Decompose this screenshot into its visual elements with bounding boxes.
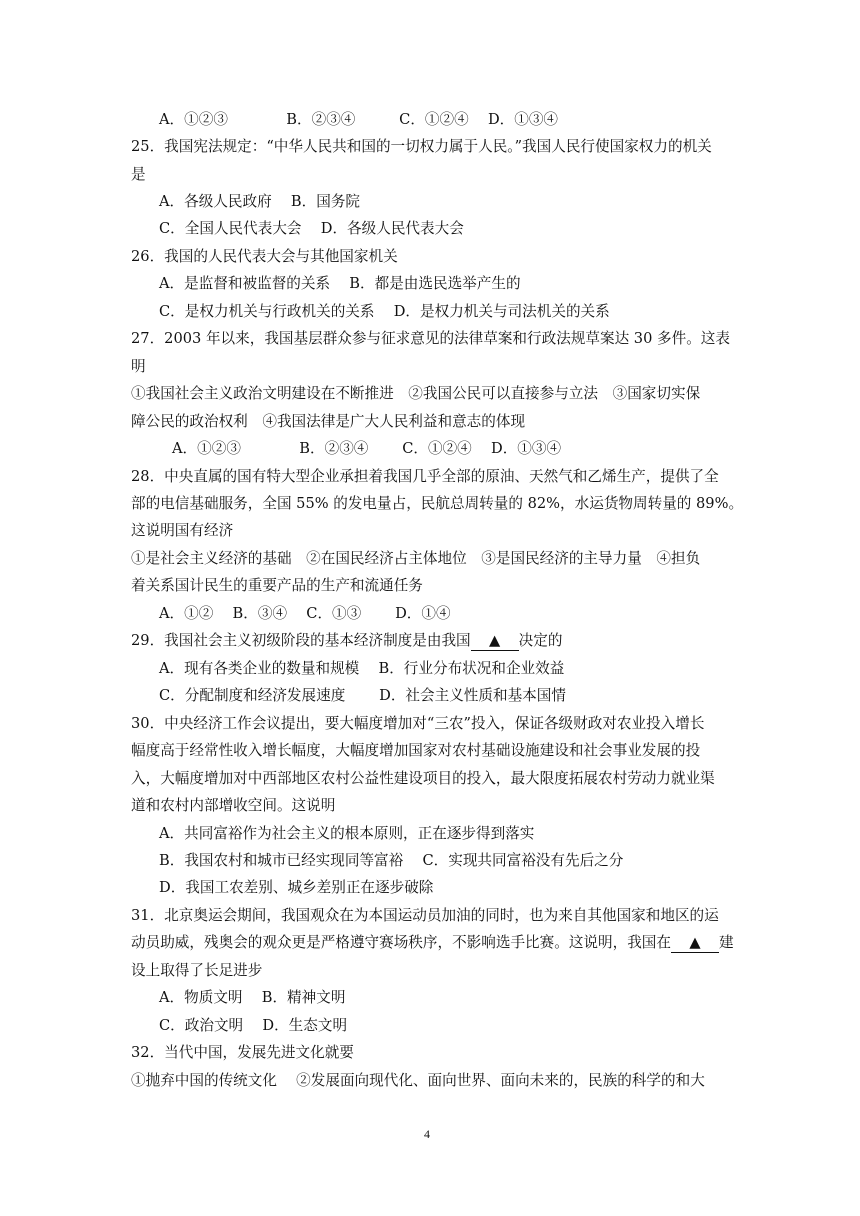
- q31-options-ab: A．物质文明 B．精神文明: [159, 989, 346, 1006]
- q29-options-cd: C．分配制度和经济发展速度 D．社会主义性质和基本国情: [159, 687, 566, 704]
- answer-blank: ▲: [471, 632, 519, 651]
- q30-stem-cont-2: 入，大幅度增加对中西部地区农村公益性建设项目的投入，最大限度拓展农村劳动力就业渠: [131, 770, 715, 787]
- q30-stem-cont-3: 道和农村内部增收空间。这说明: [131, 797, 336, 814]
- q31-stem-cont: [131, 933, 734, 953]
- q27-stem: 27．2003 年以来，我国基层群众参与征求意见的法律草案和行政法规草案达 30 多件。这表: [131, 330, 730, 347]
- q26-options-ab: A．是监督和被监督的关系 B．都是由选民选举产生的: [159, 275, 521, 292]
- q25-stem-cont: 是: [131, 166, 146, 183]
- q28-statements: ①是社会主义经济的基础 ②在国民经济占主体地位 ③是国民经济的主导力量 ④担负: [131, 550, 701, 567]
- q28-options: A．①② B．③④ C．①③ D．①④: [159, 605, 451, 622]
- q30-option-d: D．我国工农差别、城乡差别正在逐步破除: [159, 879, 434, 896]
- q32-statements: ①抛弃中国的传统文化 ②发展面向现代化、面向世界、面向未来的，民族的科学的和大: [131, 1072, 705, 1089]
- q25-options-ab: A．各级人民政府 B．国务院: [159, 193, 361, 210]
- q31-stem-text: 动员助威，残奥会的观众更是严格遵守赛场秩序，不影响选手比赛。这说明，我国在: [131, 934, 671, 951]
- q28-stem-cont: 部的电信基础服务，全国 55% 的发电量占，民航总周转量的 82%，水运货物周转量的 89%。: [131, 495, 744, 512]
- q28-statements-cont: 着关系国计民生的重要产品的生产和流通任务: [131, 577, 423, 594]
- q25-options-cd: C．全国人民代表大会 D．各级人民代表大会: [159, 220, 464, 237]
- q30-option-a: A．共同富裕作为社会主义的根本原则，正在逐步得到落实: [159, 825, 535, 842]
- page-number: 4: [424, 1127, 430, 1141]
- q30-options-bc: B．我国农村和城市已经实现同等富裕 C．实现共同富裕没有先后之分: [159, 852, 624, 869]
- q31-stem: 31．北京奥运会期间，我国观众在为本国运动员加油的同时，也为来自其他国家和地区的运: [131, 907, 719, 924]
- answer-blank: ▲: [671, 934, 719, 953]
- q31-stem-end: 建: [718, 934, 734, 951]
- q29-options-ab: A．现有各类企业的数量和规模 B．行业分布状况和企业效益: [159, 660, 565, 677]
- q28-stem: 28．中央直属的国有特大型企业承担着我国几乎全部的原油、天然气和乙烯生产，提供了全: [131, 468, 719, 485]
- q32-stem: 32．当代中国，发展先进文化就要: [131, 1044, 354, 1061]
- q29-stem-end: 决定的: [518, 632, 563, 649]
- q26-options-cd: C．是权力机关与行政机关的关系 D．是权力机关与司法机关的关系: [159, 303, 610, 320]
- q27-statements-cont: 障公民的政治权利 ④我国法律是广大人民利益和意志的体现: [131, 413, 526, 430]
- q27-options: A．①②③ B．②③④ C．①②④ D．①③④: [172, 440, 562, 457]
- q31-options-cd: C．政治文明 D．生态文明: [159, 1017, 348, 1034]
- q25-stem: 25．我国宪法规定：“中华人民共和国的一切权力属于人民。”我国人民行使国家权力的机关: [131, 138, 712, 155]
- q29-stem: [131, 631, 562, 651]
- q30-stem: 30．中央经济工作会议提出，要大幅度增加对“三农”投入，保证各级财政对农业投入增长: [131, 715, 705, 732]
- q31-stem-end-line: 设上取得了长足进步: [131, 962, 263, 979]
- q27-stem-cont: 明: [131, 358, 146, 375]
- q30-stem-cont-1: 幅度高于经常性收入增长幅度，大幅度增加国家对农村基础设施建设和社会事业发展的投: [131, 742, 701, 759]
- q28-stem-end: 这说明国有经济: [131, 522, 234, 539]
- q27-statements: ①我国社会主义政治文明建设在不断推进 ②我国公民可以直接参与立法 ③国家切实保: [131, 385, 701, 402]
- q24-options: A．①②③ B．②③④ C．①②④ D．①③④: [159, 111, 559, 128]
- q29-stem-text: 29．我国社会主义初级阶段的基本经济制度是由我国: [131, 632, 471, 649]
- q26-stem: 26．我国的人民代表大会与其他国家机关: [131, 248, 398, 265]
